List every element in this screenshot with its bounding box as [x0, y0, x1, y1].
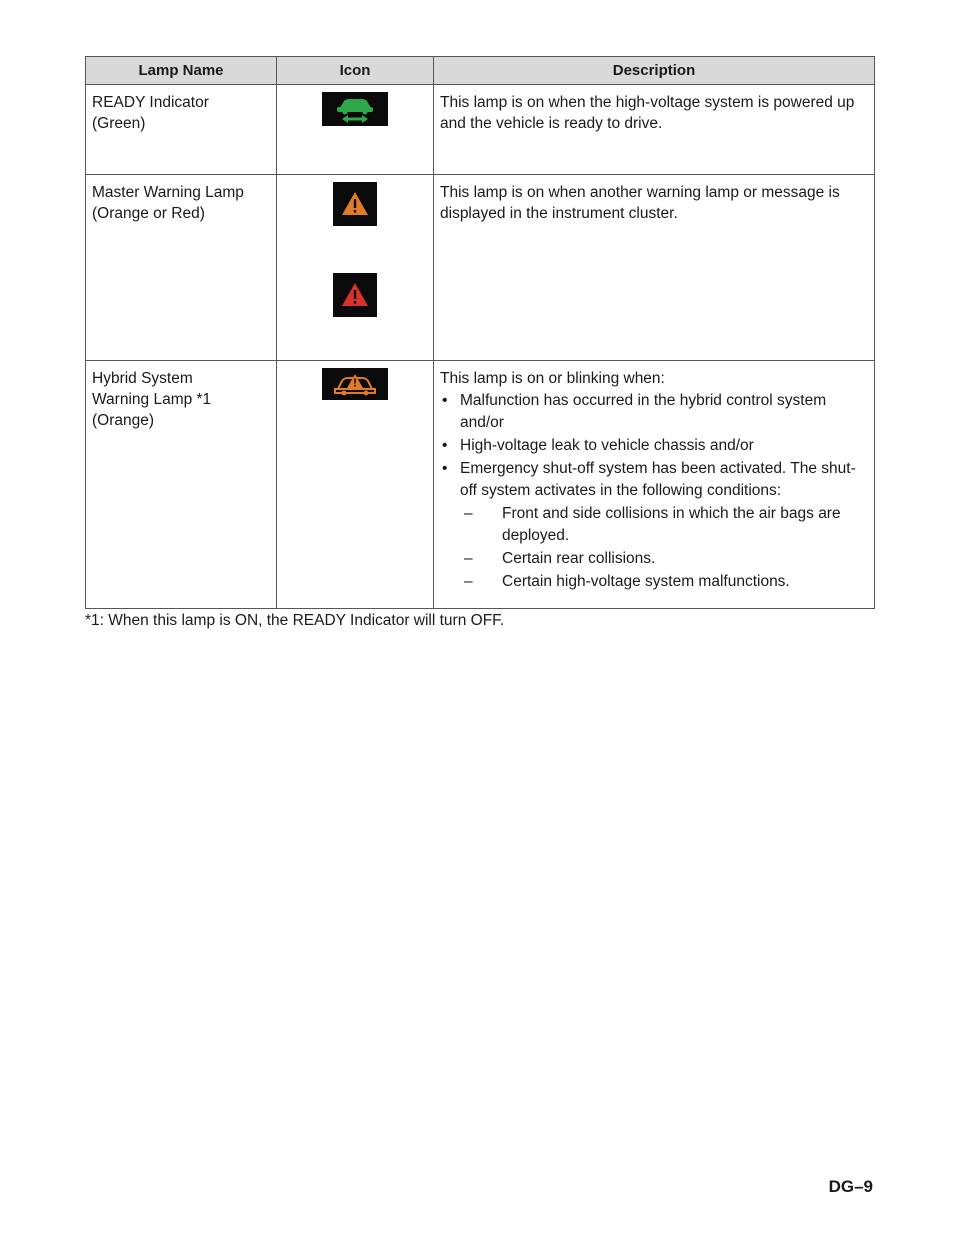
ready-indicator-icon [322, 92, 388, 126]
condition-list [440, 390, 868, 593]
lamp-description-cell [434, 85, 875, 175]
sub-list-item: – Front and side collisions in which the air bags are deployed. [440, 503, 868, 547]
sub-condition-list [460, 503, 868, 593]
lamp-description: This lamp is on when another warning lamp or message is displayed in the instrument cluster. [440, 184, 840, 222]
master-warning-red-icon [333, 273, 377, 317]
list-item-text: Emergency shut-off system has been activated. The shut-off system activates in the following conditions: [460, 460, 856, 499]
lamp-description-cell [434, 361, 875, 609]
lamp-name-line: Hybrid System [92, 370, 193, 387]
lamp-name-line: (Green) [92, 115, 146, 132]
sub-list-item: – Certain high-voltage system malfunctions. [440, 571, 868, 593]
lamp-name-cell [86, 175, 277, 361]
header-lamp-name: Lamp Name [86, 57, 277, 85]
list-item [440, 458, 868, 593]
list-item: • High-voltage leak to vehicle chassis and/or [440, 435, 868, 457]
lamp-name-cell [86, 85, 277, 175]
lamp-name-line: Warning Lamp *1 [92, 391, 212, 408]
lamp-table [85, 56, 875, 609]
table-header-row [86, 57, 875, 85]
table-row [86, 175, 875, 361]
lamp-name-line: Master Warning Lamp [92, 184, 244, 201]
lamp-icon-cell [277, 175, 434, 361]
header-description: Description [434, 57, 875, 85]
lamp-icon-cell [277, 85, 434, 175]
lamp-name-line: (Orange) [92, 412, 155, 429]
list-item: • Malfunction has occurred in the hybrid control system and/or [440, 390, 868, 434]
header-icon: Icon [277, 57, 434, 85]
sub-list-item: – Certain rear collisions. [440, 548, 868, 570]
lamp-name-line: READY Indicator [92, 94, 209, 111]
table-row [86, 361, 875, 609]
lamp-name-cell [86, 361, 277, 609]
lamp-icon-cell [277, 361, 434, 609]
hybrid-system-warning-icon [322, 368, 388, 400]
master-warning-orange-icon [333, 182, 377, 226]
lamp-description: This lamp is on when the high-voltage system is powered up and the vehicle is ready to drive. [440, 94, 855, 132]
page-number: DG–9 [828, 1177, 873, 1196]
table-row [86, 85, 875, 175]
lamp-description-cell [434, 175, 875, 361]
footnote: *1: When this lamp is ON, the READY Indicator will turn OFF. [85, 612, 505, 629]
lamp-name-line: (Orange or Red) [92, 205, 205, 222]
lamp-description: This lamp is on or blinking when: [440, 370, 665, 387]
